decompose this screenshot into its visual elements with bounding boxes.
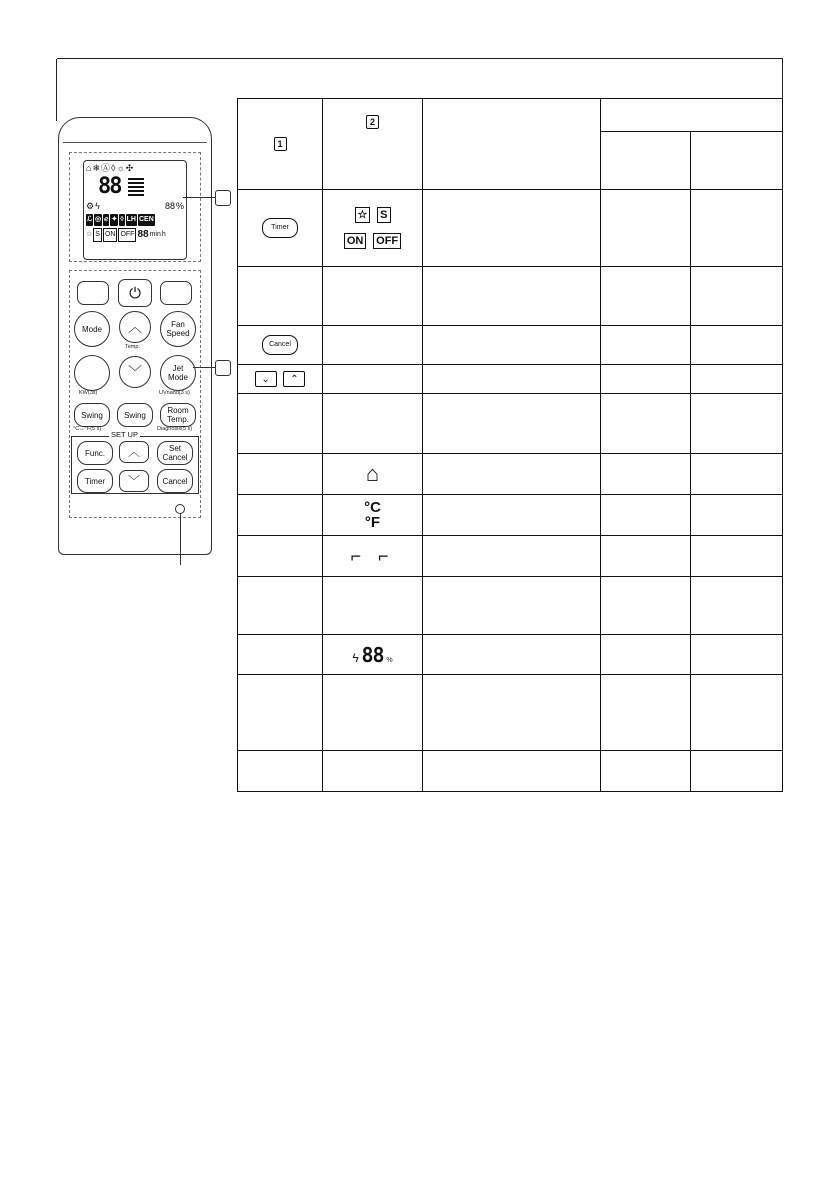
setup-label: SET UP [111,430,138,439]
rule-tick-left [56,59,57,121]
callout-leader-1 [183,197,215,198]
table-cell [423,394,601,454]
lcd-min-label: min [149,231,161,238]
table-cell [691,190,783,267]
table-cell [238,326,323,365]
table-cell [323,394,423,454]
power-icon: ⏻ [129,284,141,302]
off-label: OFF [373,233,401,249]
uvnano-caption: UVnano(3 s) [159,390,190,396]
lcd-row-icons [84,161,186,175]
lcd-display [83,160,187,260]
timer-label: Timer [84,476,106,486]
timer-button-icon [262,218,298,238]
table-cell [601,267,691,326]
lcd-row-blocks [84,213,186,227]
lcd-auto-icon: Ⓐ [100,163,110,173]
cancel-button[interactable] [157,469,193,493]
energy-icon: ϟ [352,650,359,665]
table-cell [601,675,691,751]
header-number-2: 2 [366,115,379,129]
callout-leader-2 [193,367,215,368]
table-cell [691,577,783,635]
lcd-home-icon: ⌂ [86,163,92,173]
fan-speed-label: Fan Speed [166,320,190,338]
table-cell [238,394,323,454]
swing-vertical-label: Swing [81,410,103,420]
lcd-on-label: ON [103,228,118,242]
set-cancel-label: Set Cancel [162,444,188,462]
table-cell [238,635,323,675]
callout-box-1 [215,190,231,206]
table-cell [323,635,423,675]
temp-up-button[interactable] [119,311,151,343]
table-cell [238,577,323,635]
fahrenheit-label: °F [364,514,381,531]
table-row [238,577,783,635]
table-cell [691,267,783,326]
table-cell [423,454,601,495]
callout-box-2 [215,360,231,376]
table-cell [423,751,601,792]
table-cell [691,751,783,792]
func-label: Func. [84,448,105,458]
table-cell [691,326,783,365]
table-cell [238,536,323,577]
timer-button[interactable] [77,469,113,493]
lcd-block-icon: ℒ [86,214,93,226]
lcd-row-small [84,199,186,213]
table-cell [601,635,691,675]
timer-button-label: Timer [271,224,289,231]
room-temp-label: Room Temp. [167,406,189,424]
louver-icon: ⌐ ⌐ [350,545,395,566]
header-cell-col3 [423,99,601,190]
lcd-energy-icon: ϟ [95,201,100,211]
lcd-s-label: S [93,228,102,242]
cancel-button-icon [262,335,298,355]
temp-down-button[interactable] [119,356,151,388]
header-cell-group [601,99,783,132]
table-cell [423,536,601,577]
table-row [238,326,783,365]
func-button[interactable] [77,441,113,465]
table-cell [601,365,691,394]
table-cell [691,675,783,751]
table-cell [601,577,691,635]
home-thermometer-icon: ⌂ [365,461,380,486]
timer-symbols-top [323,206,422,224]
lcd-humidity-digits: 88 [164,201,175,211]
table-row [238,190,783,267]
table-cell [601,394,691,454]
table-cell [423,495,601,536]
temp-caption: Temp. [125,344,140,350]
lcd-row-digits [84,175,186,199]
table-cell [691,454,783,495]
table-cell [238,454,323,495]
table-cell [238,365,323,394]
table-cell [238,675,323,751]
reset-leader-line [180,513,181,565]
table-cell [323,454,423,495]
top-rule [57,58,783,59]
function-table [237,98,783,792]
remote-top-cap [63,124,207,143]
cancel-button-label: Cancel [269,341,291,348]
table-cell [323,751,423,792]
lcd-main-digits: 88 [98,174,121,199]
table-cell [423,635,601,675]
table-row [238,495,783,536]
table-cell [323,577,423,635]
table-cell [323,536,423,577]
table-cell [423,267,601,326]
table-cell [423,675,601,751]
mode-button[interactable] [74,311,110,347]
percent-label: % [386,656,393,664]
table-cell [691,365,783,394]
table-cell [238,267,323,326]
swing-caption: °C↔°F(5 s) [73,426,102,432]
lcd-off-label: OFF [118,228,136,242]
chevron-up-icon: ⌃ [283,371,305,387]
swing-horizontal-label: Swing [124,410,146,420]
table-cell [238,190,323,267]
lcd-block-icon: CEN [138,214,155,226]
lcd-block-icon: ℯ [103,214,109,226]
lcd-percent: % [175,201,184,211]
lcd-timer-digits: 88 [137,229,149,240]
table-cell [691,394,783,454]
mode-label: Mode [81,324,102,334]
swing-horizontal-button[interactable] [117,403,153,427]
chevron-up-icon: ︿ [128,318,142,335]
on-label: ON [344,233,367,249]
timer-symbols-bottom [323,232,422,250]
kw-button[interactable] [74,355,110,391]
setup-up-button[interactable] [119,441,149,463]
left-top-button[interactable] [77,281,109,305]
table-row [238,751,783,792]
remote-control [58,117,212,555]
table-row [238,454,783,495]
table-cell [238,495,323,536]
table-cell [601,495,691,536]
table-cell [238,751,323,792]
fan-level-bars-icon [128,178,144,196]
sleep-s-label: S [377,207,390,223]
chevron-down-icon: ﹀ [127,473,140,488]
table-cell [601,190,691,267]
lcd-dry-icon: ◊ [111,163,116,173]
table-header-row [238,99,783,132]
chevron-down-icon: ﹀ [128,363,142,380]
table-cell [323,190,423,267]
table-cell [691,536,783,577]
setup-down-button[interactable] [119,470,149,492]
lcd-setting-icon: ⚙ [86,201,95,211]
table-cell [601,454,691,495]
table-cell [423,365,601,394]
lcd-heat-icon: ☼ [116,163,125,173]
lcd-h-label: h [161,231,166,238]
kw-caption: KW(3s) [79,390,98,396]
table-row [238,267,783,326]
table-cell [323,675,423,751]
room-temp-button[interactable] [160,403,196,427]
table-row [238,394,783,454]
lcd-cool-icon: ❄ [92,163,100,173]
lcd-fan-icon: ✣ [125,163,134,173]
table-cell [323,365,423,394]
table-cell [691,635,783,675]
table-cell [601,751,691,792]
lcd-block-icon: ◎ [94,214,102,226]
star-icon: ☆ [355,207,371,223]
table-row [238,635,783,675]
header-cell-sub2 [691,132,783,190]
power-button[interactable] [118,279,152,307]
table-row [238,365,783,394]
celsius-label: °C [364,499,381,516]
table-cell [423,577,601,635]
chevron-down-icon: ⌄ [255,371,277,387]
cancel-label: Cancel [162,476,188,486]
table-cell [323,267,423,326]
table-row [238,536,783,577]
right-top-button[interactable] [160,281,192,305]
lcd-star-icon: ☆ [86,231,93,238]
jet-mode-label: Jet Mode [167,364,188,382]
header-number-1: 1 [274,137,287,151]
header-cell-col2 [323,99,423,190]
table-row [238,675,783,751]
lcd-block-icon: ◊ [119,214,124,226]
diagnosis-caption: Diagnosis(5 s) [157,426,193,432]
swing-vertical-button[interactable] [74,403,110,427]
table-cell [601,326,691,365]
lcd-row-timer [84,227,186,243]
energy-digits: 88 [361,642,384,667]
fan-speed-button[interactable] [160,311,196,347]
lcd-block-icon: LH [126,214,137,226]
set-cancel-button[interactable] [157,441,193,465]
header-cell-col1 [238,99,323,190]
table-cell [423,190,601,267]
header-cell-sub1 [601,132,691,190]
table-cell [323,326,423,365]
table-cell [601,536,691,577]
table-cell [323,495,423,536]
chevron-up-icon: ︿ [127,444,140,459]
table-cell [423,326,601,365]
table-cell [691,495,783,536]
lcd-block-icon: ✦ [110,214,118,226]
jet-mode-button[interactable] [160,355,196,391]
